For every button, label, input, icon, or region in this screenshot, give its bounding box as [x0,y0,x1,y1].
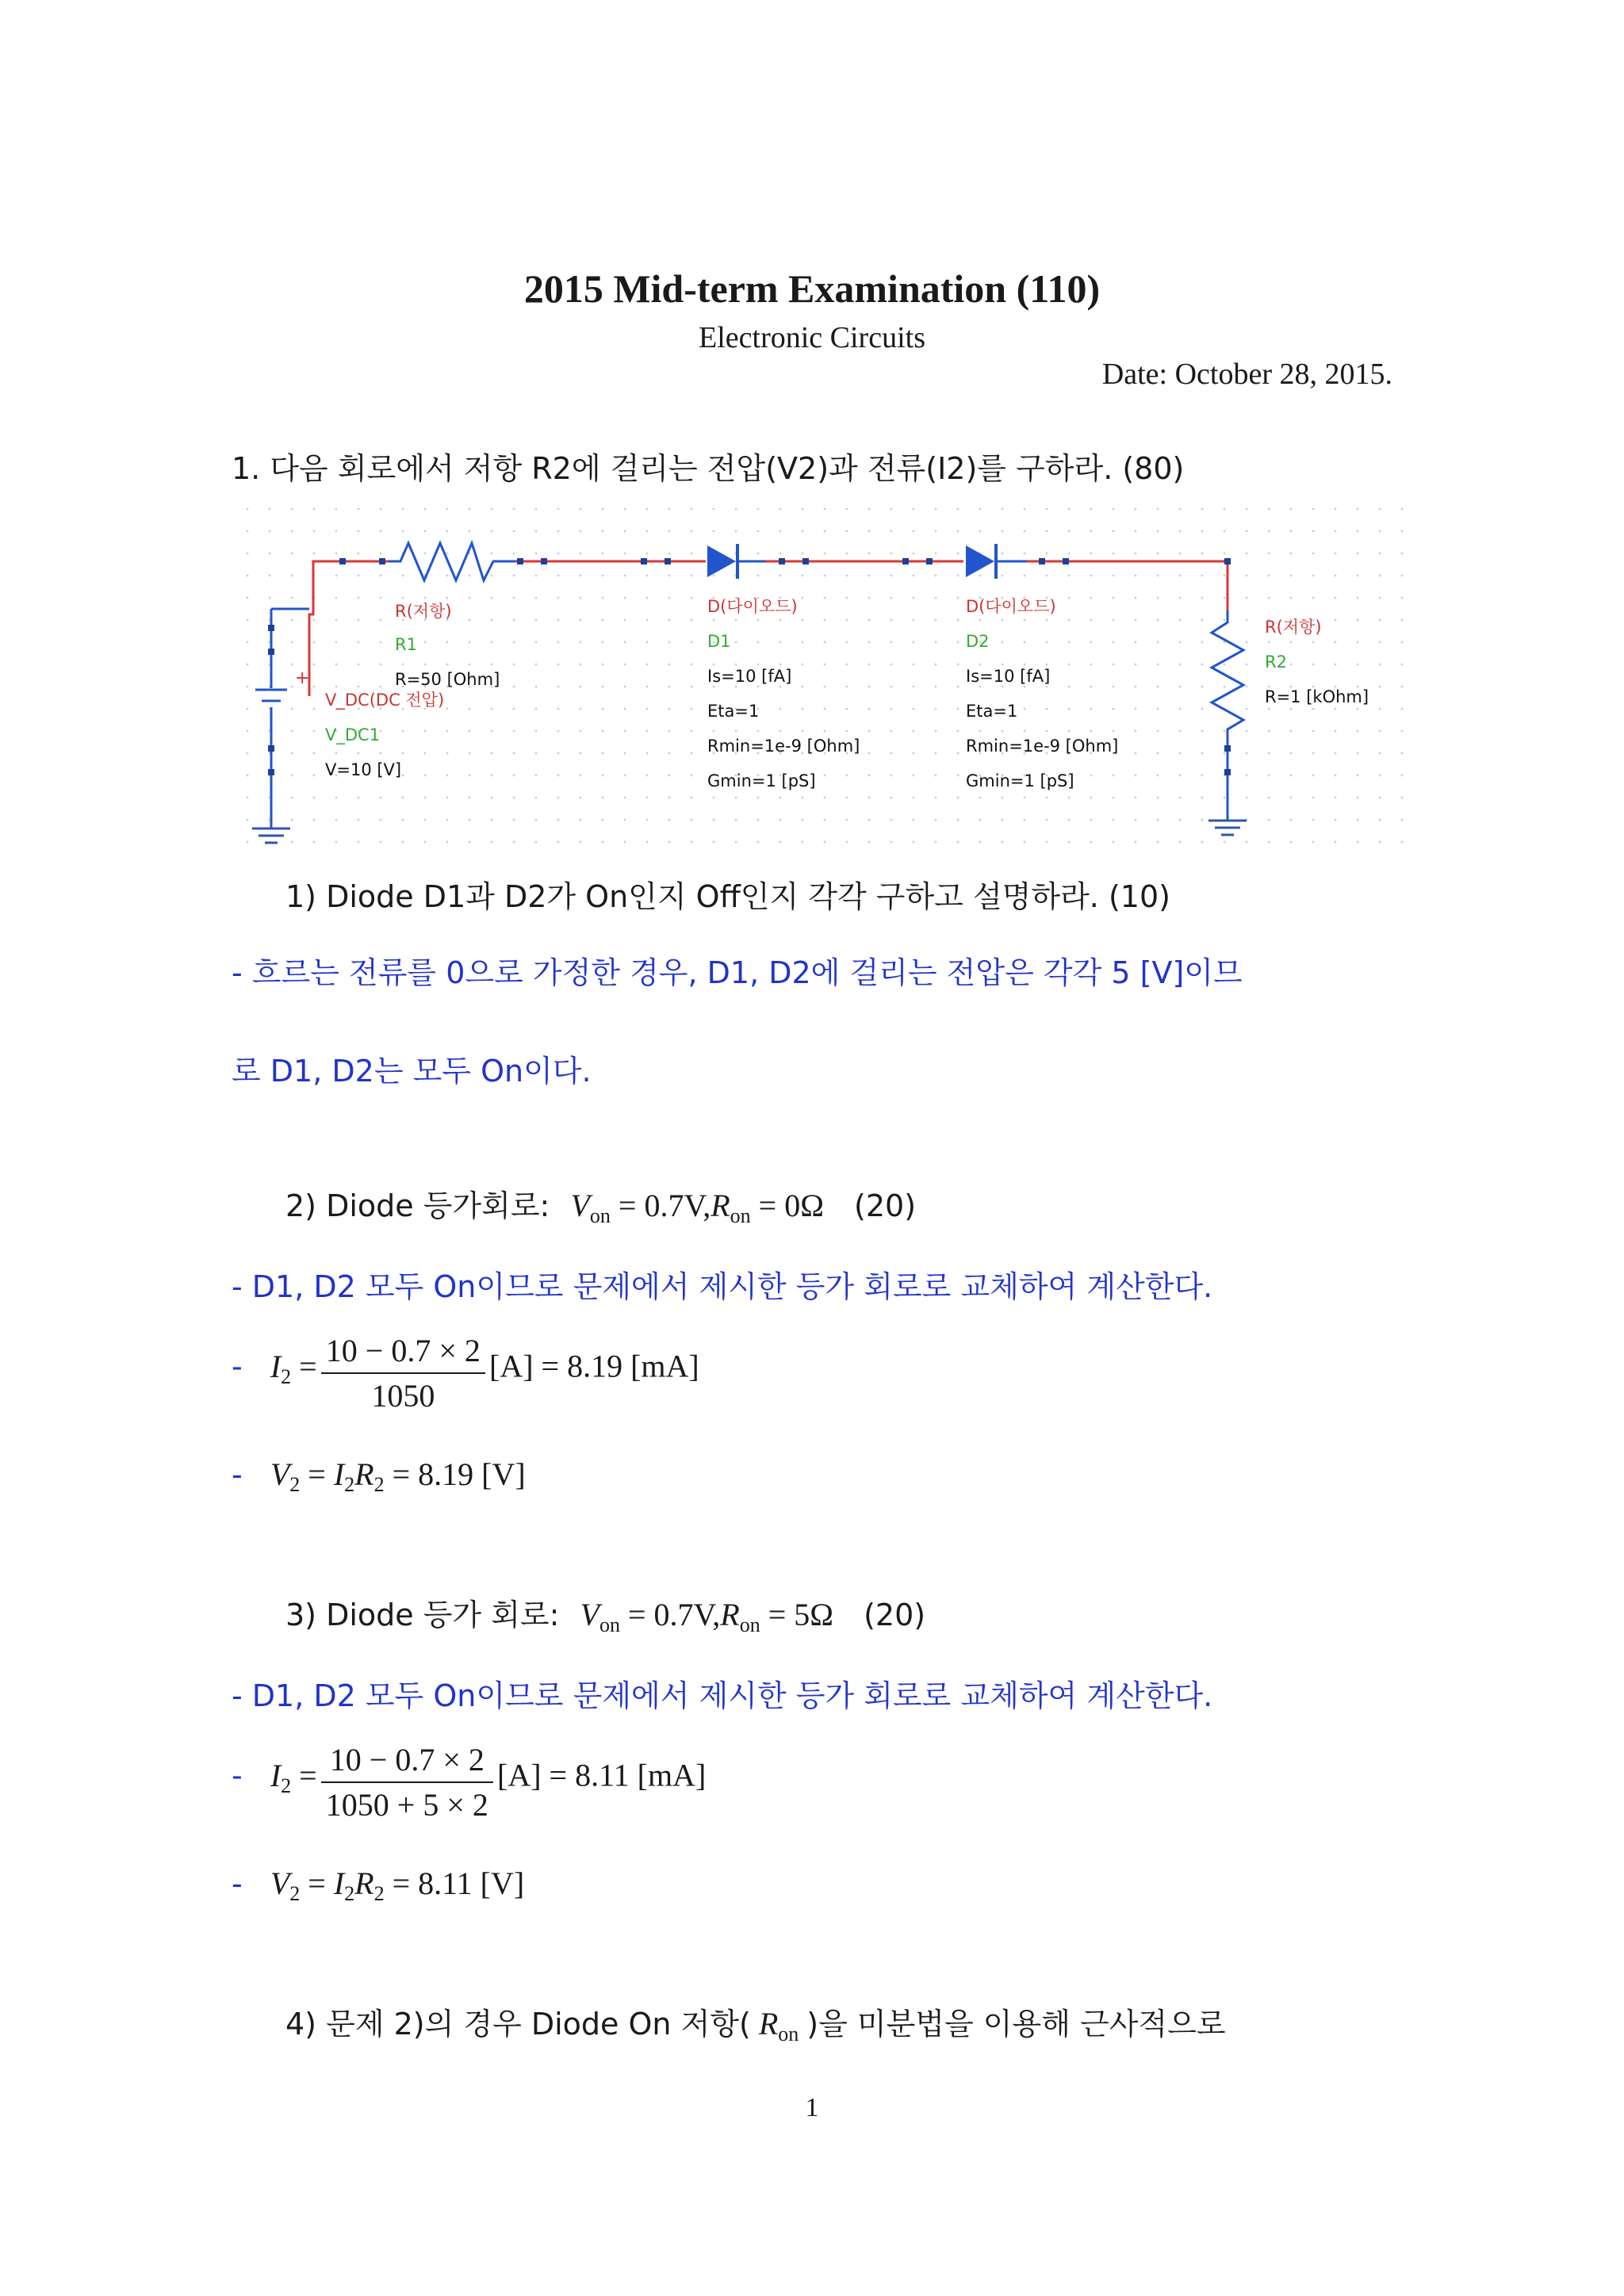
part3-question-prefix: 3) Diode 등가 회로: [285,1598,560,1632]
d2-name-label: D2 [966,632,990,651]
part1-answer-line2: 로 D1, D2는 모두 On이다. [232,1054,592,1089]
part3-i2-equation: - $I_2$ = $\frac{10 - 0.7 \times 2}{1050 + 5 \times 2}$ [A] = 8.11 [mA] [232,1742,707,1823]
d1-is-label: Is=10 [fA] [707,667,792,686]
part2-answer: - D1, D2 모두 On이므로 문제에서 제시한 등가 회로로 교체하여 계산한다. [232,1269,1213,1304]
r1-name-label: R1 [395,635,417,654]
r2-type-label: R(저항) [1265,618,1322,637]
vdc-type-label: V_DC(DC 전압) [325,691,445,710]
part2-i2-fraction: $\frac{10 - 0.7 \times 2}{1050}$ [321,1332,485,1414]
d1-rmin-label: Rmin=1e-9 [Ohm] [707,737,860,756]
question-1-text: 1. 다음 회로에서 저항 R2에 걸리는 전압(V2)과 전류(I2)를 구하라. (80) [232,451,1185,486]
circuit-schematic [246,507,1404,856]
part3-condition: $V_{on} = 0.7V,R_{on} = 5\Omega$ [580,1597,834,1636]
d1-eta-label: Eta=1 [707,702,760,721]
r2-name-label: R2 [1265,652,1287,672]
r1-param-label: R=50 [Ohm] [395,670,500,689]
vdc-name-label: V_DC1 [325,725,381,744]
part4-question: 4) 문제 2)의 경우 Diode On 저항( $R_{on}$ )을 미분법을 이용해 근사적으로 [285,2006,1226,2045]
exam-title: 2015 Mid-term Examination (110) [523,266,1101,311]
vdc-param-label: V=10 [V] [325,760,402,779]
part3-points: (20) [864,1598,926,1632]
d2-type-label: D(다이오드) [966,597,1056,616]
exam-date: Date: October 28, 2015. [1101,358,1392,391]
part2-i2-equation: - $I_2$ = $\frac{10 - 0.7 \times 2}{1050}$ [A] = 8.19 [mA] [232,1333,699,1414]
vdc-plus-sign: + [295,668,310,688]
d1-gmin-label: Gmin=1 [pS] [707,771,816,790]
d1-type-label: D(다이오드) [707,597,798,616]
part3-answer: - D1, D2 모두 On이므로 문제에서 제시한 등가 회로로 교체하여 계산한다. [232,1678,1213,1713]
part3-v2-equation: - $V_2 = I_2R_2 = 8.11$ [V] [232,1866,525,1905]
page-number: 1 [805,2093,819,2122]
part2-condition: $V_{on} = 0.7V,R_{on} = 0\Omega$ [570,1188,824,1227]
d2-rmin-label: Rmin=1e-9 [Ohm] [966,737,1119,756]
d2-eta-label: Eta=1 [966,702,1018,721]
part2-question [285,1181,916,1228]
part2-v2-equation: - $V_2 = I_2R_2 = 8.19$ [V] [232,1456,526,1496]
d2-gmin-label: Gmin=1 [pS] [966,771,1074,790]
part1-answer-line1: - 흐르는 전류를 0으로 가정한 경우, D1, D2에 걸리는 전압은 각각 5 [V]이므 [232,955,1243,990]
r1-type-label: R(저항) [395,602,452,621]
part3-i2-fraction: $\frac{10 - 0.7 \times 2}{1050 + 5 \times 2}$ [321,1741,493,1823]
course-subtitle: Electronic Circuits [699,321,925,354]
r2-param-label: R=1 [kOhm] [1265,687,1369,706]
d1-name-label: D1 [707,632,731,651]
d2-is-label: Is=10 [fA] [966,667,1051,686]
part2-question-prefix: 2) Diode 등가회로: [285,1188,550,1223]
part2-points: (20) [854,1188,917,1223]
part1-question: 1) Diode D1과 D2가 On인지 Off인지 각각 구하고 설명하라. (10) [285,879,1170,914]
part3-question [285,1590,925,1637]
